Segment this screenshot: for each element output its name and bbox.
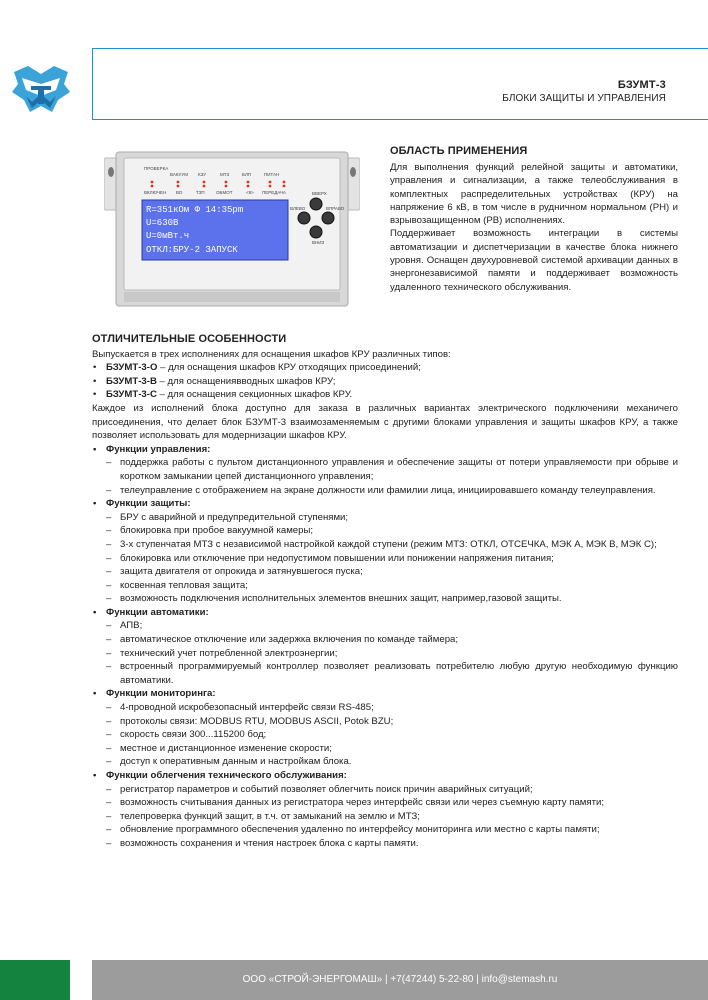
- group-title-maintenance: • Функции облегчения технического обслуживания:: [92, 769, 678, 783]
- device-photo: [104, 150, 360, 308]
- device-label-top-1: ВАКУУМ: [170, 172, 188, 177]
- list-item: – скорость связи 300...115200 бод;: [92, 728, 678, 742]
- device-button-right: [322, 212, 334, 224]
- footer-green-block: [0, 960, 70, 1000]
- device-led: [247, 181, 250, 184]
- list-item: – телепроверка функций защит, в т.ч. от замыканий на землю и МТЗ;: [92, 810, 678, 824]
- variant-row: • БЗУМТ-3-О – для оснащения шкафов КРУ отходящих присоединений;: [92, 361, 678, 375]
- list-item: – встроенный программируемый контроллер позволяет реализовать потребителю любую другую необходимую функцию автоматики.: [92, 660, 678, 687]
- list-item: – регистратор параметров и событий позволяет облегчить поиск причин аварийных ситуаций;: [92, 783, 678, 797]
- device-led: [269, 185, 272, 188]
- list-item: – протоколы связи: MODBUS RTU, MODBUS ASCII, Potok BZU;: [92, 715, 678, 729]
- device-label-bot-1: ВО: [176, 190, 183, 195]
- product-title: БЗУМТ-3: [617, 79, 666, 91]
- device-label-bot-5: ПЕРЕДАЧА: [262, 190, 286, 195]
- list-item: – возможность считывания данных из регистратора через интерфейс связи или через съемную карту памяти;: [92, 796, 678, 810]
- product-subtitle: БЛОКИ ЗАЩИТЫ И УПРАВЛЕНИЯ: [502, 93, 666, 104]
- device-button-down: [310, 226, 322, 238]
- device-label-bot-3: ОБМОТ: [216, 190, 233, 195]
- device-led: [203, 181, 206, 184]
- device-label-top-4: БЛП: [242, 172, 252, 177]
- header-box: [92, 48, 708, 120]
- company-logo: [8, 62, 74, 118]
- device-led: [151, 185, 154, 188]
- device-led: [177, 185, 180, 188]
- device-btn-label-1: ВЛЕВО: [290, 206, 306, 211]
- list-item: – технический учет потребленной электроэнергии;: [92, 647, 678, 661]
- list-item: – телеуправление с отображением на экране должности или фамилии лица, инициировавшего команду телеуправления.: [92, 484, 678, 498]
- group-title-protection: • Функции защиты:: [92, 497, 678, 511]
- list-item: – местное и дистанционное изменение скорости;: [92, 742, 678, 756]
- device-label-top-5: ПИТАН: [264, 172, 280, 177]
- list-item: – блокировка при пробое вакуумной камеры;: [92, 524, 678, 538]
- device-led: [225, 181, 228, 184]
- group-title-monitoring: • Функции мониторинга:: [92, 687, 678, 701]
- device-led: [247, 185, 250, 188]
- device-led: [269, 181, 272, 184]
- list-item: – возможность сохранения и чтения настроек блока с карты памяти.: [92, 837, 678, 851]
- device-label-bot-4: <9>: [246, 190, 254, 195]
- features-intro: Выпускается в трех исполнениях для оснащения шкафов КРУ различных типов:: [92, 348, 451, 360]
- list-item: – защита двигателя от опрокида и затянувшегося пуска;: [92, 565, 678, 579]
- device-btn-label-3: ВНИЗ: [312, 240, 325, 245]
- device-label-bot-0: ВКЛЮЧЕН: [144, 190, 167, 195]
- list-item: – АПВ;: [92, 619, 678, 633]
- features-section: [92, 333, 678, 851]
- group-title-control: • Функции управления:: [92, 443, 678, 457]
- list-item: – 3-х ступенчатая МТЗ с независимой настройкой каждой ступени (режим МТЗ: ОТКЛ, ОТСЕЧКА, МЭК А, МЭК В, МЭК С);: [92, 538, 678, 552]
- device-led: [151, 181, 154, 184]
- list-item: – косвенная тепловая защита;: [92, 579, 678, 593]
- application-title: ОБЛАСТЬ ПРИМЕНЕНИЯ: [390, 145, 528, 157]
- device-label-top-2: КЗУ: [198, 172, 207, 177]
- features-title: ОТЛИЧИТЕЛЬНЫЕ ОСОБЕННОСТИ: [92, 333, 287, 345]
- list-item: – блокировка или отключение при недопустимом повышении или понижении напряжения питания;: [92, 552, 678, 566]
- lcd-line-0: R=351кОм Ф 14:35pm: [146, 205, 244, 215]
- lcd-line-2: U=0мВт.ч: [146, 231, 190, 241]
- lcd-line-3: ОТКЛ:БРУ-2 ЗАПУСК: [146, 245, 238, 255]
- device-label-top-3: МТЗ: [220, 172, 230, 177]
- device-label-bot-2: ТЗП: [196, 190, 205, 195]
- device-led: [177, 181, 180, 184]
- lcd-line-1: U=630В: [146, 218, 179, 228]
- list-item: – возможность подключения исполнительных элементов внешних защит, например,газовой защиты.: [92, 592, 678, 606]
- application-paragraph-1: Для выполнения функций релейной защиты и автоматики, управления и сигнализации, а также телеобслуживания в комплектных распределительных устройствах (КРУ) на напряжение 6 кВ, в том числе в рудничном нормальном (РН) и взрывозащищенном (РВ) исполнениях.: [390, 162, 678, 227]
- list-item: – 4-проводной искробезопасный интерфейс связи RS-485;: [92, 701, 678, 715]
- list-item: – автоматическое отключение или задержка включения по команде таймера;: [92, 633, 678, 647]
- device-btn-label-2: ВПРАВО: [326, 206, 345, 211]
- list-item: – БРУ с аварийной и предупредительной ступенями;: [92, 511, 678, 525]
- device-label-top-0: ПРОВЕРКА: [144, 166, 169, 171]
- device-button-left: [298, 212, 310, 224]
- list-item: – обновление программного обеспечения удаленно по интерфейсу мониторинга или местно с карты памяти;: [92, 823, 678, 837]
- group-title-automation: • Функции автоматики:: [92, 606, 678, 620]
- device-led: [283, 185, 286, 188]
- device-button-up: [310, 198, 322, 210]
- device-led: [203, 185, 206, 188]
- variant-row: • БЗУМТ-3-В – для оснащениявводных шкафов КРУ;: [92, 375, 678, 389]
- device-btn-label-0: ВВЕРХ: [312, 191, 327, 196]
- list-item: – поддержка работы с пультом дистанционного управления и обеспечение защиты от потери управляемости при обрыве и коротком замыкании цепей дистанционного управления;: [92, 456, 678, 483]
- device-led: [283, 181, 286, 184]
- application-paragraph-2: Поддерживает возможность интеграции в системы автоматизации и диспетчеризации в качестве блока нижнего уровня. Оснащен двухуровневой системой архивации данных в энергонезависимой памяти и поддерживает возможность удаленного технического обслуживания.: [390, 228, 678, 293]
- features-paragraph: Каждое из исполнений блока доступно для заказа в различных вариантах электрического подключенияи механичего присоединения, что делает блок БЗУМТ-3 взаимозаменяемым с другими блоками управления и защиты шкафов КРУ, а также позволяет использовать для модернизации шкафов КРУ.: [92, 402, 678, 442]
- list-item: – доступ к оперативным данным и настройкам блока.: [92, 755, 678, 769]
- application-section: [390, 145, 678, 294]
- footer-contacts: ООО «СТРОЙ-ЭНЕРГОМАШ» | +7(47244) 5-22-80 | info@stemash.ru: [242, 974, 558, 985]
- device-led: [225, 185, 228, 188]
- variant-row: • БЗУМТ-3-С – для оснащения секционных шкафов КРУ.: [92, 388, 678, 402]
